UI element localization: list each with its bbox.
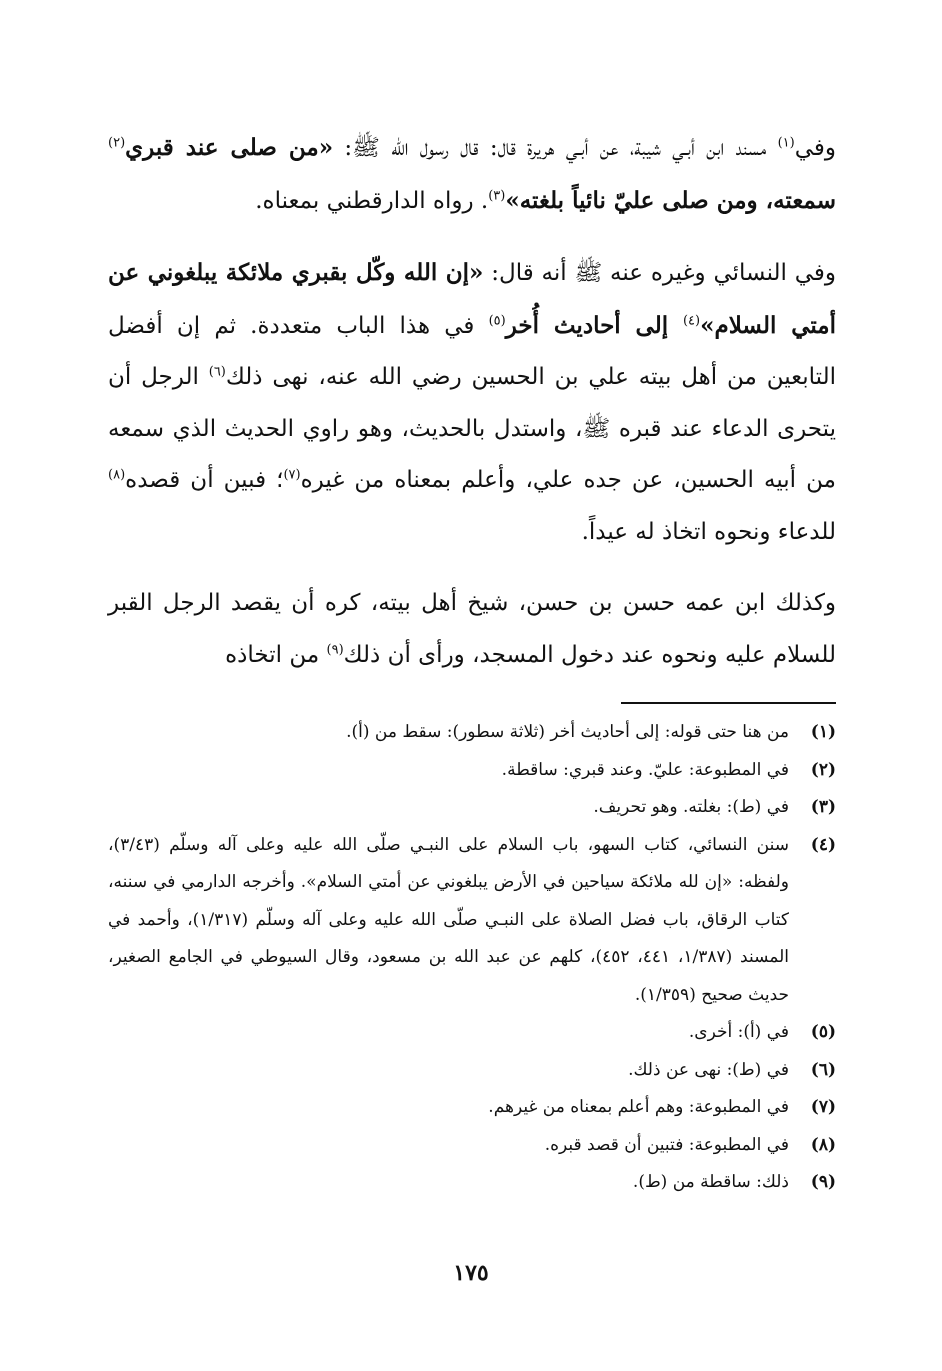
footnote-number: (٥) [810, 1022, 836, 1042]
footnote-ref-5: (٥) [488, 312, 506, 328]
footnote-text: في (ط): نهى عن ذلك. [628, 1059, 789, 1080]
footnote-text: في (ط): بغلته. وهو تحريف. [593, 797, 789, 817]
footnote-item [108, 827, 836, 1015]
text-span: وكذلك ابن عمه حسن بن حسن، شيخ أهل بيته، كره أن يقصد الرجل القبر للسلام عليه ونحوه عند دخول المسجد، ورأى أن ذلك [108, 590, 836, 668]
footnote-number: (٧) [810, 1097, 836, 1117]
footnote-text: من هنا حتى قوله: إلى أحاديث أخر (ثلاثة سطور): سقط من (أ). [346, 722, 789, 742]
footnote-number: (٤) [810, 834, 836, 855]
footnotes-list [108, 714, 836, 1202]
footnote-text: في المطبوعة: وهم أعلم بمعناه من غيرهم. [488, 1097, 789, 1117]
footnote-item [108, 1164, 836, 1202]
paragraph-3 [108, 578, 836, 681]
footnote-ref-8: (٨) [108, 467, 126, 483]
footnote-number: (١) [810, 722, 836, 742]
footnote-item [108, 1089, 836, 1127]
paragraph-2 [108, 247, 836, 558]
text-span: وفي [794, 135, 836, 161]
footnote-number: (٨) [810, 1134, 836, 1155]
footnote-ref-7: (٧) [283, 467, 301, 483]
footnote-ref-2: (٢) [108, 135, 126, 151]
footnote-separator [621, 702, 836, 704]
footnote-item [108, 714, 836, 752]
hadith-quote: «من صلى عند قبري [125, 134, 334, 161]
footnote-ref-6: (٦) [208, 364, 226, 380]
footnote-number: (٢) [810, 759, 836, 780]
footnote-number: (٩) [810, 1172, 836, 1192]
footnote-item [108, 1014, 836, 1052]
footnote-number: (٦) [810, 1059, 836, 1080]
text-span: إلى أحاديث أُخر [505, 311, 683, 339]
footnote-number: (٣) [810, 797, 836, 817]
footnote-text: في (أ): أخرى. [688, 1022, 789, 1042]
footnote-item [108, 1052, 836, 1090]
text-span: من اتخاذه [225, 641, 327, 668]
hadith-quote-cont: سمعته، ومن صلى عليّ نائياً بلغته» [505, 186, 836, 214]
footnote-text: سنن النسائي، كتاب السهو، باب السلام على النبـي صلّى الله عليه وعلى آله وسلّم (٣/٤٣)، ولفظه: «إن لله ملائكة سياحين في الأرض يبلغوني عن أمتي السلام». وأخرجه الدارمي في سننه، كتاب الرقاق، باب فضل الصلاة على النبـي صلّى الله عليه وعلى آله وسلّم (١/٣١٧)، وأحمد في المسند (١/٣٨٧، ٤٤١، ٤٥٢)، كلهم عن عبد الله بن مسعود، وقال السيوطي في الجامع الصغير، حديث صحيح (١/٣٥٩). [108, 834, 790, 1005]
footnote-ref-3: (٣) [488, 187, 506, 203]
footnote-item [108, 752, 836, 790]
hadith-quote: «إن الله وكّل بقبري ملائكة يبلغوني عن أمتي السلام» [108, 259, 837, 339]
page-number: ١٧٥ [453, 1260, 489, 1286]
text-span: . رواه الدارقطني بمعناه. [255, 187, 489, 214]
footnote-text: ذلك: ساقطة من (ط). [632, 1172, 789, 1192]
footnote-text: في المطبوعة: فتبين أن قصد قبره. [544, 1134, 789, 1155]
main-text [108, 122, 836, 681]
text-span: للدعاء ونحوه اتخاذ له عيداً. [581, 518, 836, 545]
paragraph-1 [108, 122, 836, 227]
footnote-item [108, 789, 836, 827]
footnote-item [108, 1127, 836, 1165]
footnote-ref-9: (٩) [326, 641, 344, 657]
text-span: مسند ابن أبـي شيبة، عن أبـي هريرة قال: قال رسول الله ﷺ: [333, 135, 778, 161]
footnote-text: في المطبوعة: عليّ. وعند قبري: ساقطة. [501, 759, 789, 780]
text-span: وفي النسائي وغيره عنه ﷺ أنه قال: [483, 260, 836, 286]
footnote-ref-1: (١) [777, 135, 795, 151]
text-span: الرجل أن يتحرى الدعاء عند قبره ﷺ، واستدل بالحديث، وهو راوي الحديث الذي سمعه من أبيه الحسين، عن جده علي، وأعلم بمعناه من غيره [108, 364, 836, 493]
text-span: ؛ فبين أن قصده [125, 467, 284, 493]
text-span: في هذا الباب متعددة. ثم إن أفضل التابعين من أهل بيته علي بن الحسين رضي الله عنه، نهى ذلك [108, 312, 836, 390]
footnote-ref-4: (٤) [682, 312, 701, 328]
